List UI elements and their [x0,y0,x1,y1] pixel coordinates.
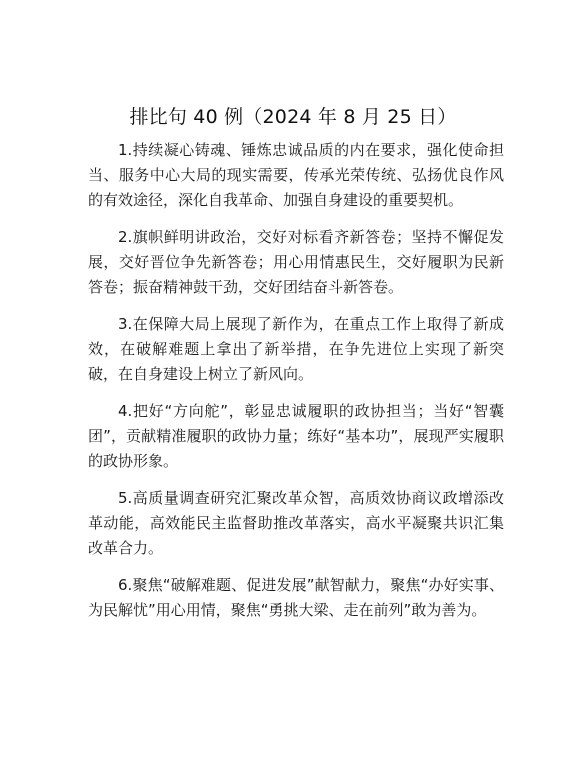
paragraph-4: 4.把好“方向舵”，彰显忠诚履职的政协担当；当好“智囊团”，贡献精准履职的政协力量；练好“基本功”，展现严实履职的政协形象。 [88,402,504,470]
paragraph-5: 5.高质量调查研究汇聚改革众智，高质效协商议政增添改革动能，高效能民主监督助推改革落实，高水平凝聚共识汇集改革合力。 [88,489,504,557]
document-title: 排比句 40 例（2024 年 8 月 25 日） [129,106,457,128]
paragraph-2: 2.旗帜鲜明讲政治，交好对标看齐新答卷；坚持不懈促发展，交好晋位争先新答卷；用心用情惠民生，交好履职为民新答卷；振奋精神鼓干劲，交好团结奋斗新答卷。 [88,228,504,296]
paragraph-1: 1.持续凝心铸魂、锤炼忠诚品质的内在要求，强化使命担当、服务中心大局的现实需要，传承光荣传统、弘扬优良作风的有效途径，深化自我革命、加强自身建设的重要契机。 [88,141,504,209]
paragraph-6: 6.聚焦“破解难题、促进发展”献智献力，聚焦“办好实事、为民解忧”用心用情，聚焦“勇挑大梁、走在前列”敢为善为。 [88,576,504,619]
document-body [88,138,504,635]
paragraph-3: 3.在保障大局上展现了新作为，在重点工作上取得了新成效，在破解难题上拿出了新举措，在争先进位上实现了新突破，在自身建设上树立了新风向。 [88,315,504,383]
